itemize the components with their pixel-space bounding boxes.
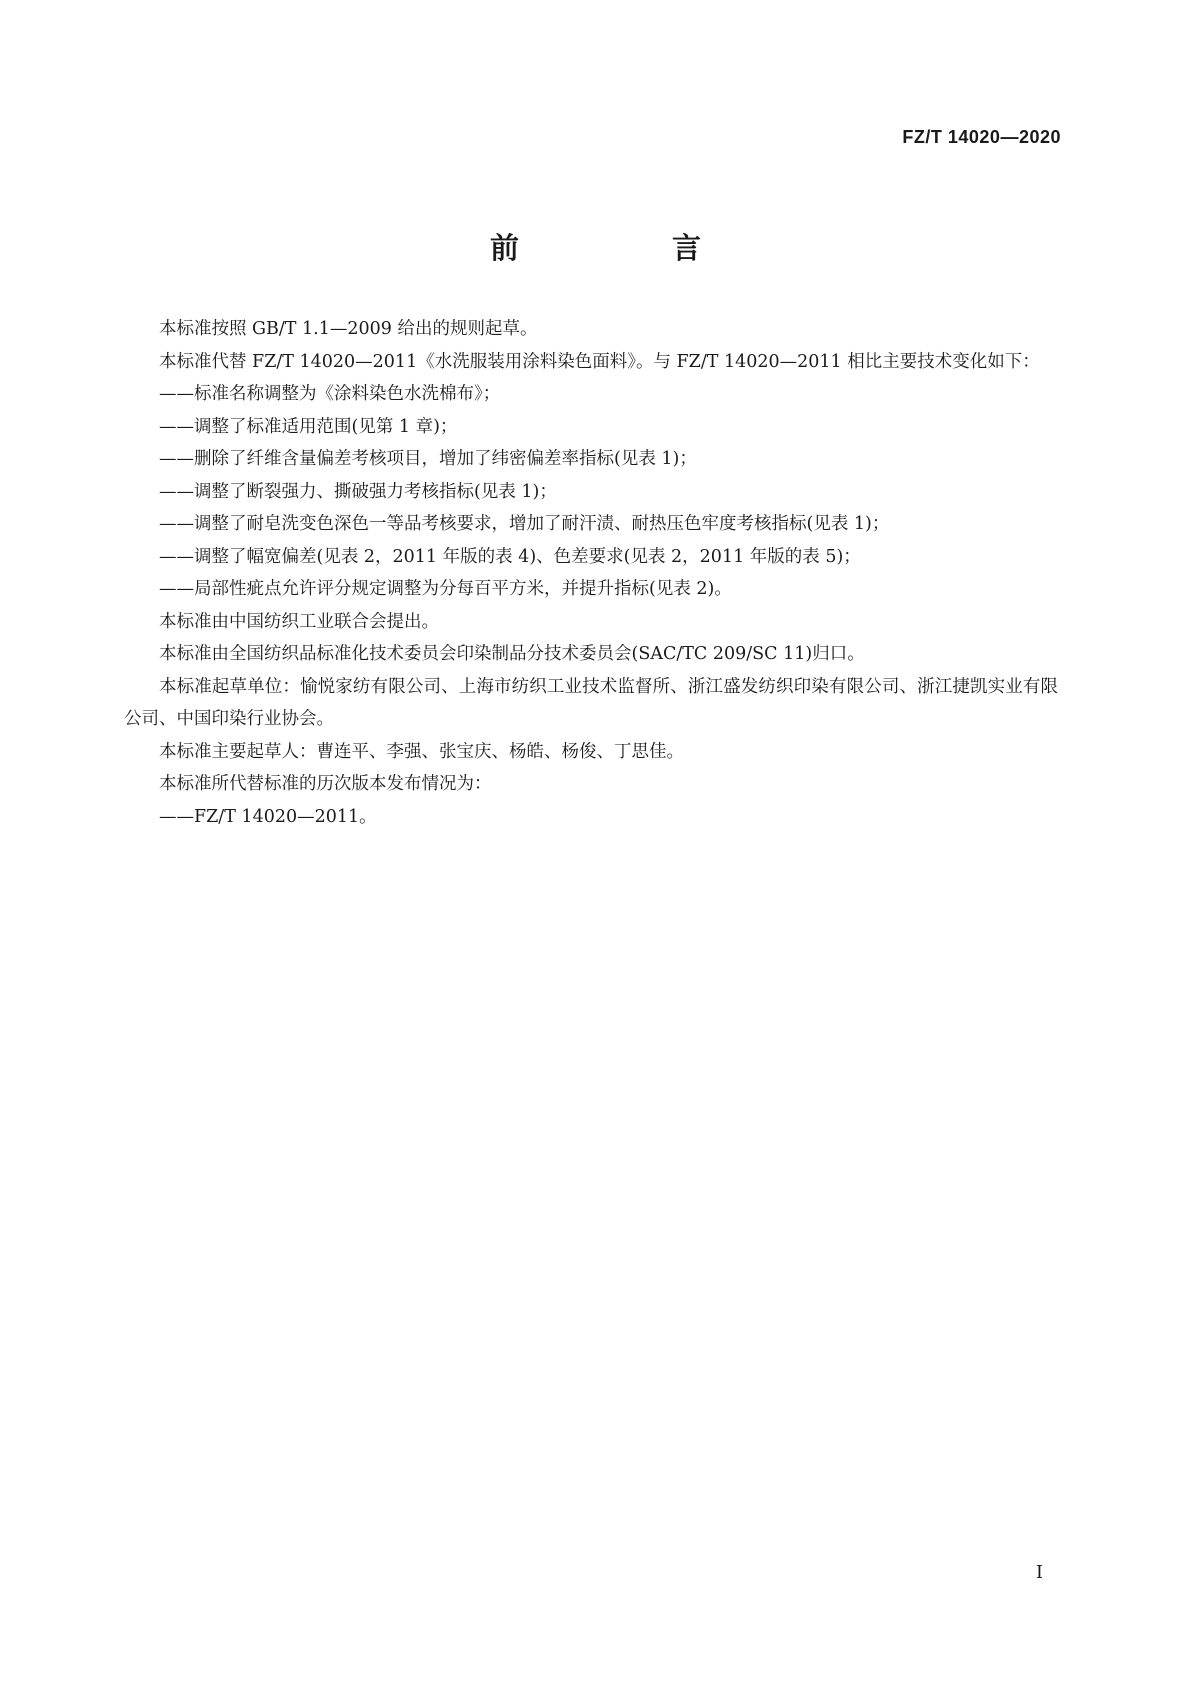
standard-code: FZ/T 14020—2020: [902, 127, 1061, 147]
change-item-scope: ——调整了标准适用范围(见第 1 章)；: [159, 416, 458, 437]
paragraph-proposer: 本标准由中国纺织工业联合会提出。: [159, 611, 439, 632]
paragraph-replacement: 本标准代替 FZ/T 14020—2011《水洗服装用涂料染色面料》。与 FZ/T 14020—2011 相比主要技术变化如下：: [159, 351, 1040, 372]
paragraph-drafting-rules: 本标准按照 GB/T 1.1—2009 给出的规则起草。: [159, 319, 538, 339]
change-item-width: ——调整了幅宽偏差(见表 2，2011 年版的表 4)、色差要求(见表 2，2011 年版的表 5)；: [159, 546, 861, 567]
page-title: 前 言: [489, 231, 763, 265]
paragraph-drafters: 本标准主要起草人：曹连平、李强、张宝庆、杨皓、杨俊、丁思佳。: [159, 741, 684, 762]
paragraph-history: 本标准所代替标准的历次版本发布情况为：: [159, 774, 492, 794]
page-number: I: [1035, 1562, 1043, 1583]
document-body: [124, 313, 1058, 833]
change-item-defects: ——局部性疵点允许评分规定调整为分每百平方米，并提升指标(见表 2)。: [159, 579, 732, 599]
change-item-name: ——标准名称调整为《涂料染色水洗棉布》；: [159, 384, 501, 404]
history-item: ——FZ/T 14020—2011。: [159, 806, 377, 827]
paragraph-drafting-units: 本标准起草单位：愉悦家纺有限公司、上海市纺织工业技术监督所、浙江盛发纺织印染有限公司、浙江捷凯实业有限公司、中国印染行业协会。: [124, 676, 1058, 729]
change-item-strength: ——调整了断裂强力、撕破强力考核指标(见表 1)；: [159, 481, 557, 502]
change-item-fiber: ——删除了纤维含量偏差考核项目，增加了纬密偏差率指标(见表 1)；: [159, 449, 697, 469]
change-item-fastness: ——调整了耐皂洗变色深色一等品考核要求，增加了耐汗渍、耐热压色牢度考核指标(见表 1)；: [159, 514, 890, 534]
paragraph-committee: 本标准由全国纺织品标准化技术委员会印染制品分技术委员会(SAC/TC 209/SC 11)归口。: [159, 644, 865, 664]
